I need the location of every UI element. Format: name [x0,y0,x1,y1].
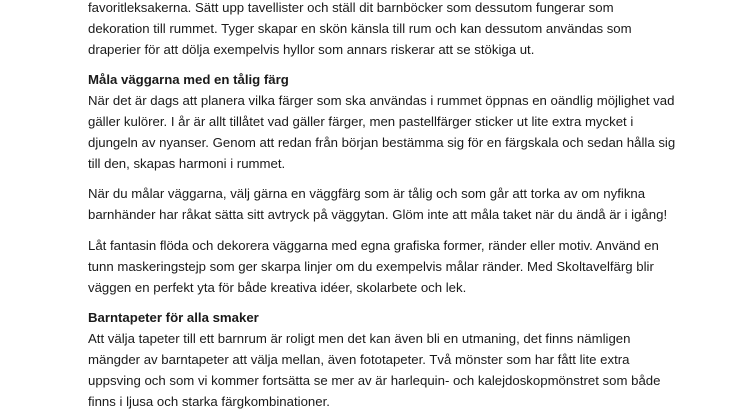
section-heading-paint: Måla väggarna med en tålig färg [88,72,289,88]
paragraph-line: När det är dags att planera vilka färger som ska användas i rummet öppnas en oändlig möjlighet vad [88,93,675,109]
paint-paragraph-2 [88,184,688,226]
paragraph-line: Låt fantasin flöda och dekorera väggarna med egna grafiska former, ränder eller motiv. Använd en [88,237,659,253]
wallpaper-paragraph [88,329,688,412]
intro-paragraph [88,0,688,60]
paint-paragraph-1 [88,91,688,174]
paragraph-line: barnhänder har råkat sätta sitt avtryck på väggytan. Glöm inte att måla taket när du ändå är i igång! [88,207,668,223]
paint-paragraph-3 [88,236,688,298]
spacer [88,174,688,184]
paragraph-line: Att välja tapeter till ett barnrum är roligt men det kan även bli en utmaning, det finns nämligen [88,331,631,347]
section-heading-wallpaper: Barntapeter för alla smaker [88,310,259,326]
paragraph-line: gäller kulörer. I år är allt tillåtet vad gäller färger, men pastellfärger sticker ut lite extra mycket i [88,113,634,129]
spacer [88,226,688,236]
spacer [88,298,688,308]
paragraph-line: draperier för att dölja exempelvis hyllor som annars riskerar att se stökiga ut. [88,41,535,57]
paragraph-line: favoritleksakerna. Sätt upp tavellister och ställ dit barnböcker som dessutom fungerar som [88,0,614,15]
spacer [88,60,688,70]
paragraph-line: mängder av barntapeter att välja mellan, även fototapeter. Två mönster som har fått lite extra [88,351,630,367]
document-page [88,0,688,412]
paragraph-line: uppsving och som vi kommer fortsätta se mer av är harlequin- och kalejdoskopmönstret som både [88,372,661,388]
paragraph-line: tunn maskeringstejp som ger skarpa linjer om du exempelvis målar ränder. Med Skoltavelfärg blir [88,258,654,274]
paragraph-line: till den, skapas harmoni i rummet. [88,155,286,171]
paragraph-line: väggen en perfekt yta för både kreativa idéer, skolarbete och lek. [88,279,467,295]
paragraph-line: djungeln av nyanser. Genom att redan från början bestämma sig för en färgskala och sedan hålla sig [88,134,676,150]
paragraph-line: dekoration till rummet. Tyger skapar en skön känsla till rum och kan dessutom användas som [88,20,632,36]
paragraph-line: När du målar väggarna, välj gärna en väggfärg som är tålig och som går att torka av om nyfikna [88,186,646,202]
paragraph-line: finns i ljusa och starka färgkombinationer. [88,393,330,409]
